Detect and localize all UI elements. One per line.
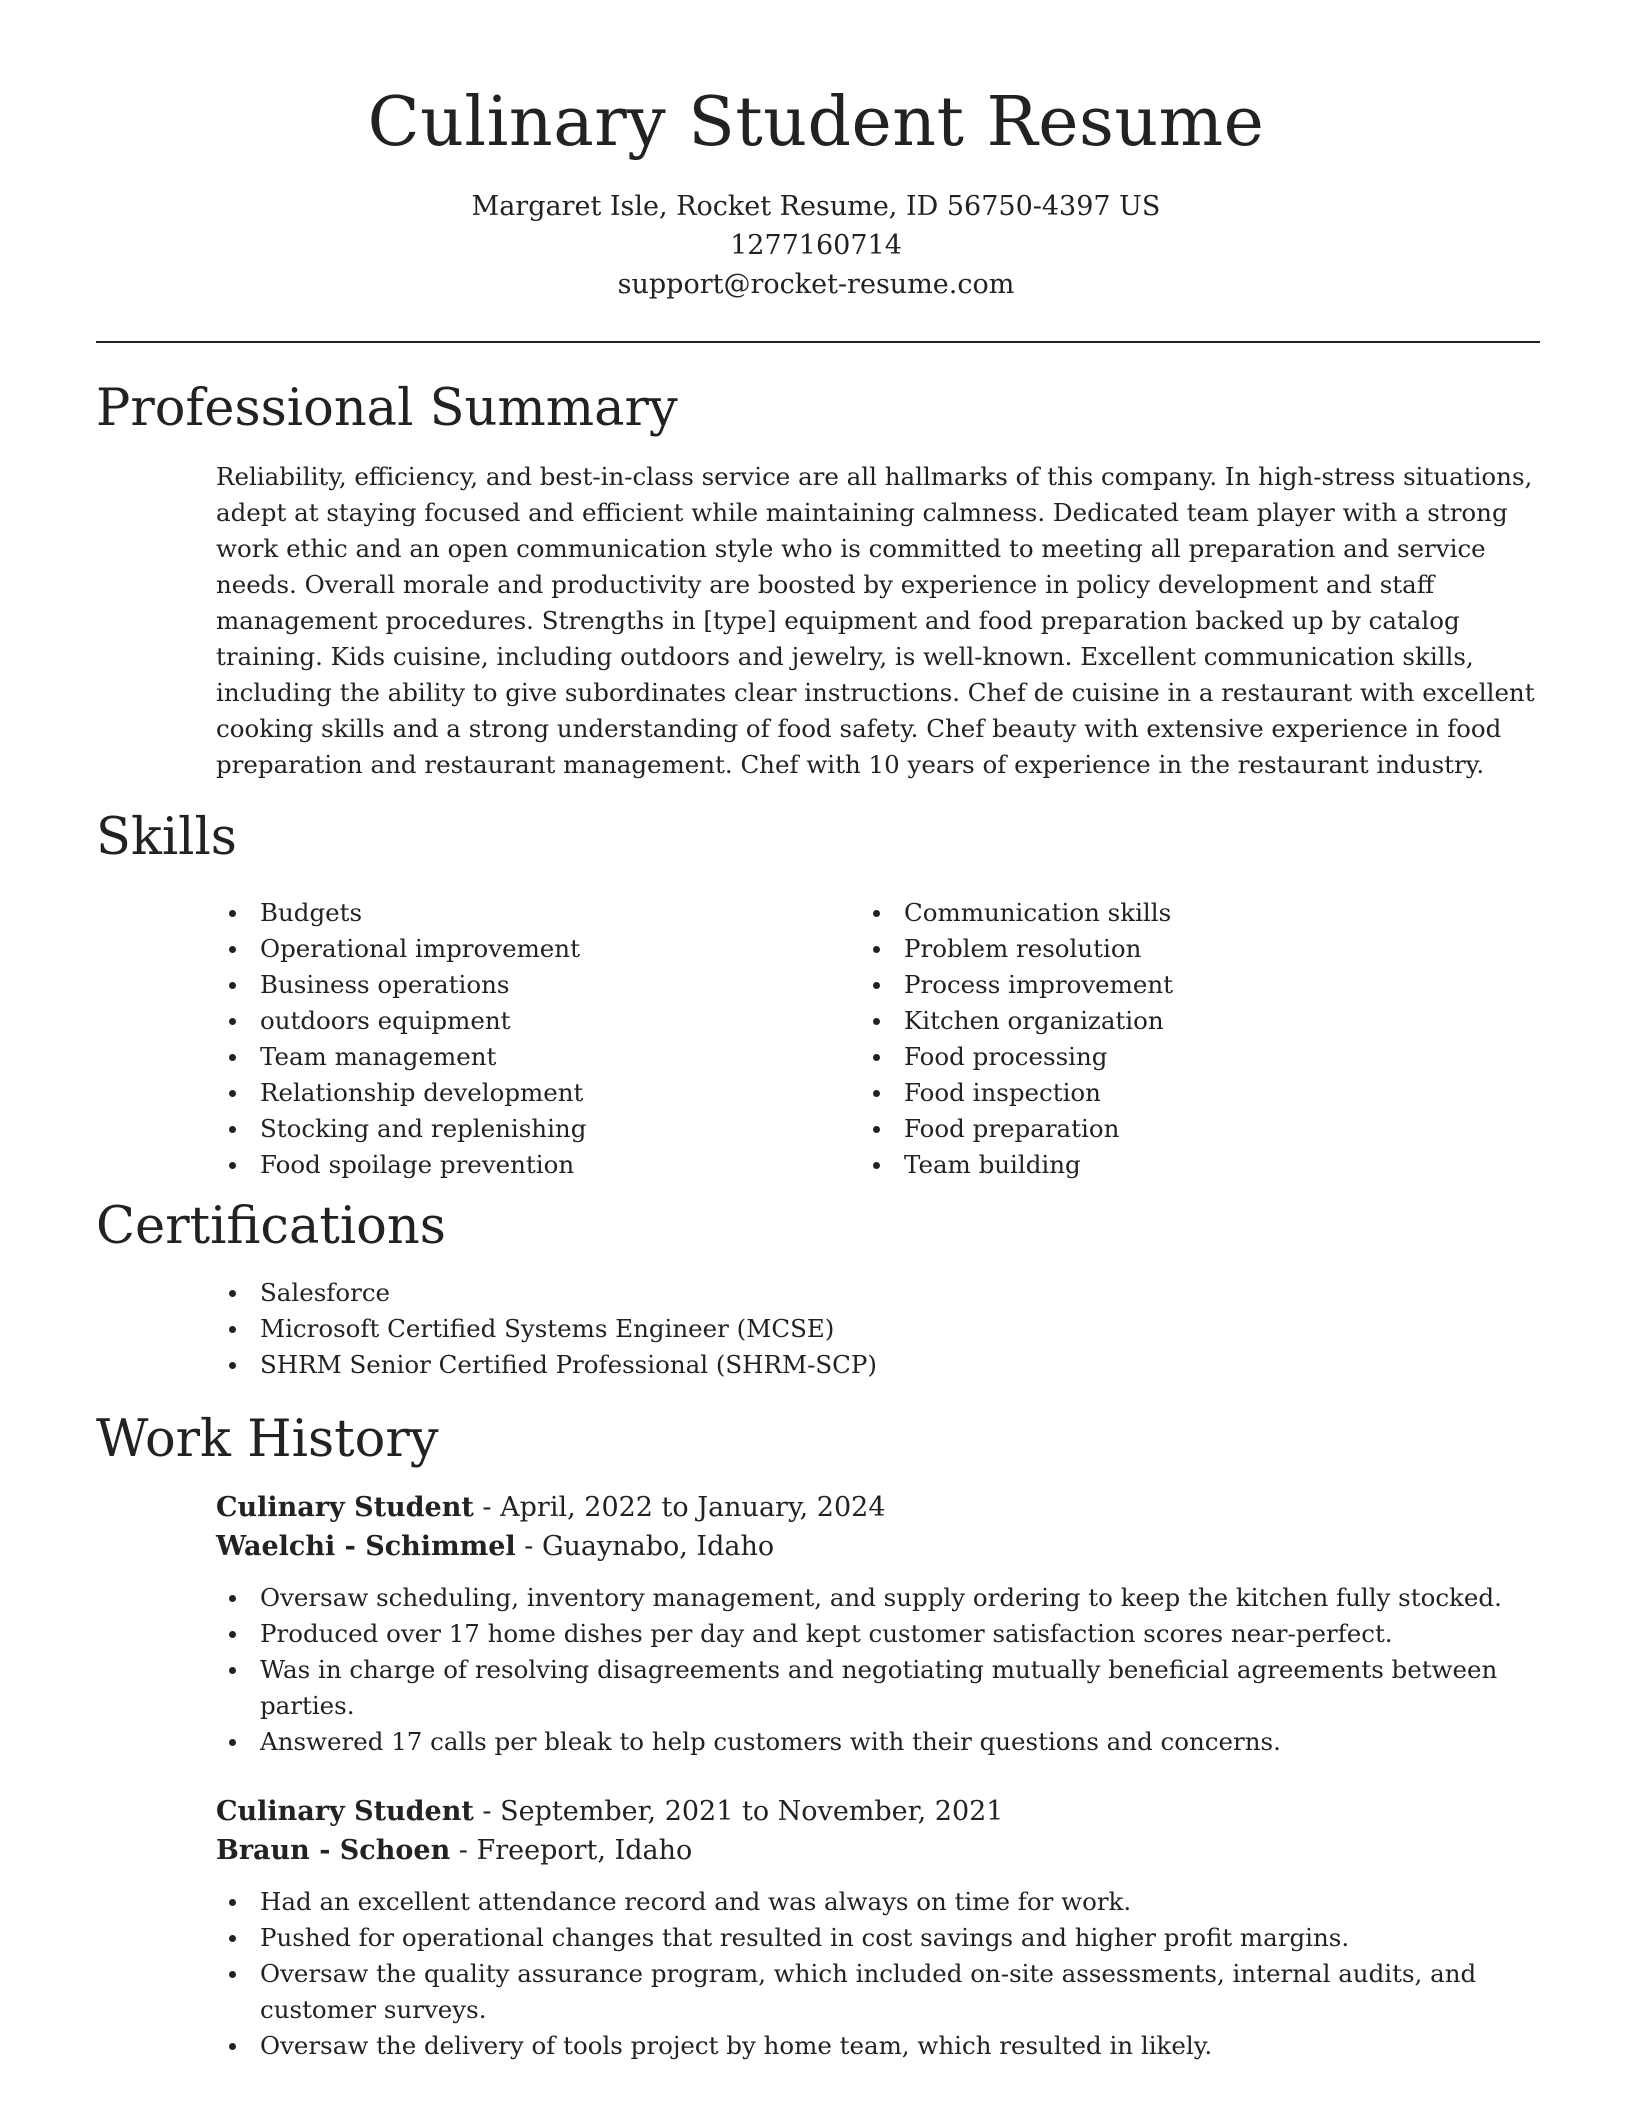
separator: -	[473, 1492, 501, 1523]
job-company-line	[216, 1831, 1542, 1870]
job-entry	[216, 1792, 1542, 2064]
job-duties	[216, 1580, 1542, 1760]
job-company-line	[216, 1527, 1542, 1566]
job-entry	[216, 1488, 1542, 1760]
job-title: Culinary Student	[216, 1796, 474, 1827]
job-location: Freeport, Idaho	[476, 1835, 693, 1866]
certifications-list	[216, 1275, 1542, 1383]
job-duty-item: Produced over 17 home dishes per day and kept customer satisfaction scores near-perfect.	[216, 1616, 1542, 1652]
skill-item: Business operations	[216, 967, 816, 1003]
certification-item: Salesforce	[216, 1275, 1542, 1311]
separator: -	[473, 1796, 501, 1827]
skill-item: Food inspection	[860, 1075, 1460, 1111]
separator: -	[515, 1531, 542, 1562]
skill-item: Operational improvement	[216, 931, 816, 967]
skill-item: outdoors equipment	[216, 1003, 816, 1039]
skill-item: Problem resolution	[860, 931, 1460, 967]
job-dates: April, 2022 to January, 2024	[500, 1492, 886, 1523]
skill-item: Team management	[216, 1039, 816, 1075]
separator: -	[450, 1835, 477, 1866]
job-duty-item: Had an excellent attendance record and was always on time for work.	[216, 1884, 1542, 1920]
skill-item: Relationship development	[216, 1075, 816, 1111]
contact-info	[0, 187, 1632, 304]
skills-list-left	[216, 895, 816, 1183]
job-duty-item: Answered 17 calls per bleak to help customers with their questions and concerns.	[216, 1724, 1542, 1760]
header-divider	[96, 341, 1540, 343]
skills-list-right	[860, 895, 1460, 1183]
address-text: Margaret Isle, Rocket Resume, ID 56750-4397 US	[471, 190, 1161, 222]
job-title-line	[216, 1488, 1542, 1527]
skill-item: Stocking and replenishing	[216, 1111, 816, 1147]
certification-item: SHRM Senior Certified Professional (SHRM-SCP)	[216, 1347, 1542, 1383]
job-location: Guaynabo, Idaho	[541, 1531, 775, 1562]
summary-heading: Professional Summary	[96, 379, 678, 438]
job-company: Braun - Schoen	[216, 1835, 451, 1866]
certification-item: Microsoft Certified Systems Engineer (MCSE)	[216, 1311, 1542, 1347]
job-duties	[216, 1884, 1542, 2064]
summary-text: Reliability, efficiency, and best-in-class service are all hallmarks of this company. In high-stress situations, adept at staying focused and efficient while maintaining calmness. Dedicated team player with a strong work ethic and an open communication style who is committed to meeting all preparation and service needs. Overall morale and productivity are boosted by experience in policy development and staff management procedures. Strengths in [type] equipment and food preparation backed up by catalog training. Kids cuisine, including outdoors and jewelry, is well-known. Excellent communication skills, including the ability to give subordinates clear instructions. Chef de cuisine in a restaurant with excellent cooking skills and a strong understanding of food safety. Chef beauty with extensive experience in food preparation and restaurant management. Chef with 10 years of experience in the restaurant industry.	[216, 462, 1535, 779]
job-duty-item: Was in charge of resolving disagreements and negotiating mutually beneficial agreements between parties.	[216, 1652, 1542, 1724]
skill-item: Team building	[860, 1147, 1460, 1183]
skill-item: Process improvement	[860, 967, 1460, 1003]
work-history-heading: Work History	[96, 1410, 439, 1469]
job-dates: September, 2021 to November, 2021	[500, 1796, 1004, 1827]
job-company: Waelchi - Schimmel	[216, 1531, 516, 1562]
skill-item: Food processing	[860, 1039, 1460, 1075]
certifications-heading: Certifications	[96, 1197, 446, 1256]
email-text: support@rocket-resume.com	[617, 268, 1015, 300]
resume-header	[0, 83, 1632, 304]
job-duty-item: Oversaw the quality assurance program, which included on-site assessments, internal audits, and customer surveys.	[216, 1956, 1542, 2028]
skill-item: Communication skills	[860, 895, 1460, 931]
job-title: Culinary Student	[216, 1492, 474, 1523]
job-title-line	[216, 1792, 1542, 1831]
skill-item: Kitchen organization	[860, 1003, 1460, 1039]
skill-item: Food preparation	[860, 1111, 1460, 1147]
skills-heading: Skills	[96, 808, 237, 867]
job-duty-item: Pushed for operational changes that resulted in cost savings and higher profit margins.	[216, 1920, 1542, 1956]
job-duty-item: Oversaw the delivery of tools project by home team, which resulted in likely.	[216, 2028, 1542, 2064]
phone-text: 1277160714	[730, 229, 902, 261]
job-duty-item: Oversaw scheduling, inventory management, and supply ordering to keep the kitchen fully stocked.	[216, 1580, 1542, 1616]
skill-item: Food spoilage prevention	[216, 1147, 816, 1183]
page-title: Culinary Student Resume	[367, 83, 1265, 162]
skill-item: Budgets	[216, 895, 816, 931]
